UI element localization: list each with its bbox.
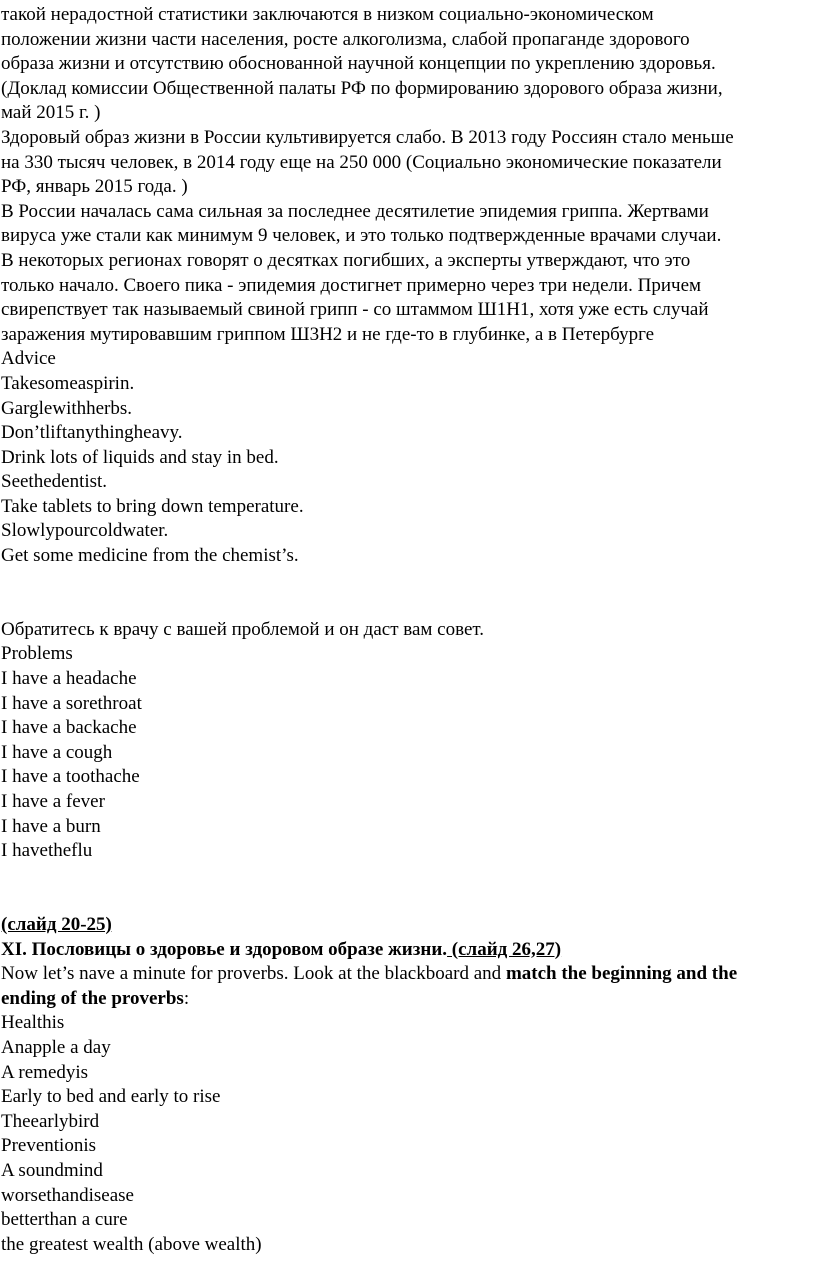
proverb-part: Early to bed and early to rise: [1, 1086, 221, 1108]
proverb-part: Theearlybird: [1, 1110, 100, 1132]
advice-item: Garglewithherbs.: [1, 397, 133, 419]
section-xi-title: XI. Пословицы о здоровье и здоровом образе жизни.: [1, 938, 448, 960]
slide-reference: (слайд 20-25): [1, 913, 112, 935]
text-line: свирепствует так называемый свиной грипп - со штаммом Ш1Н1, хотя уже есть случай: [1, 299, 709, 321]
blank-line: [1, 569, 815, 594]
problem-item: I have a headache: [1, 668, 137, 690]
text-line: Здоровый образ жизни в России культивируется слабо. В 2013 году Россиян стало меньше: [1, 126, 734, 148]
problem-item: I have a sorethroat: [1, 692, 142, 714]
problems-heading: Problems: [1, 643, 73, 665]
text-line: положении жизни части населения, росте алкоголизма, слабой пропаганде здорового: [1, 28, 690, 50]
text-line: РФ, январь 2015 года. ): [1, 176, 188, 198]
text-line: (Доклад комиссии Общественной палаты РФ по формированию здорового образа жизни,: [1, 77, 723, 99]
proverbs-list: [1, 1011, 815, 1257]
section-xi-heading: [1, 938, 815, 963]
text-line: только начало. Своего пика - эпидемия достигнет примерно через три недели. Причем: [1, 274, 702, 296]
instruction-plain: Now let’s nave a minute for proverbs. Look at the blackboard and: [1, 963, 506, 985]
proverb-part: the greatest wealth (above wealth): [1, 1233, 262, 1255]
advice-item: Takesomeaspirin.: [1, 372, 135, 394]
text-line: на 330 тысяч человек, в 2014 году еще на 250 000 (Социально экономические показатели: [1, 151, 722, 173]
text-line: В России началась сама сильная за последнее десятилетие эпидемия гриппа. Жертвами: [1, 200, 709, 222]
text-line: В некоторых регионах говорят о десятках погибших, а эксперты утверждают, что это: [1, 249, 691, 271]
proverb-part: worsethandisease: [1, 1184, 134, 1206]
instruction-colon: :: [183, 987, 190, 1009]
proverb-part: betterthan a cure: [1, 1209, 128, 1231]
problem-item: I have a backache: [1, 717, 137, 739]
proverb-part: A soundmind: [1, 1159, 103, 1181]
problem-item: I havetheflu: [1, 840, 93, 862]
advice-item: Slowlypourcoldwater.: [1, 520, 169, 542]
problem-item: I have a toothache: [1, 766, 140, 788]
text-line: вируса уже стали как минимум 9 человек, и это только подтвержденные врачами случаи.: [1, 225, 722, 247]
problem-item: I have a cough: [1, 741, 113, 763]
doctor-instruction: Обратитесь к врачу с вашей проблемой и он даст вам совет.: [1, 618, 485, 640]
advice-item: Don’tliftanythingheavy.: [1, 422, 183, 444]
section-xi-instruction-line-1: [1, 962, 815, 987]
proverb-part: Anapple a day: [1, 1036, 111, 1058]
section-xi-instruction-line-2: [1, 987, 815, 1012]
text-line: заражения мутировавшим гриппом Ш3Н2 и не где-то в глубинке, а в Петербурге: [1, 323, 655, 345]
advice-item: Take tablets to bring down temperature.: [1, 495, 304, 517]
intro-text: [1, 3, 815, 347]
problems-section: [1, 642, 815, 863]
proverb-part: Healthis: [1, 1012, 65, 1034]
blank-line: [1, 864, 815, 889]
advice-item: Get some medicine from the chemist’s.: [1, 545, 299, 567]
proverb-part: A remedyis: [1, 1061, 89, 1083]
instruction-bold: match the beginning and the: [505, 963, 738, 985]
blank-line: [1, 888, 815, 913]
advice-heading: Advice: [1, 348, 56, 370]
problem-item: I have a fever: [1, 791, 105, 812]
text-line: май 2015 г. ): [1, 102, 101, 124]
text-line: образа жизни и отсутствию обоснованной научной концепции по укреплению здоровья.: [1, 53, 716, 75]
blank-line: [1, 593, 815, 618]
proverb-part: Preventionis: [1, 1135, 96, 1157]
advice-item: Seethedentist.: [1, 471, 108, 493]
text-line: такой нерадостной статистики заключаются в низком социально-экономическом: [1, 4, 654, 25]
instruction-bold: ending of the proverbs: [1, 987, 184, 1009]
advice-section: [1, 347, 815, 568]
advice-item: Drink lots of liquids and stay in bed.: [1, 446, 279, 468]
problem-item: I have a burn: [1, 815, 101, 837]
section-xi-slide-reference: (слайд 26,27): [447, 938, 562, 960]
document-page: [0, 3, 815, 1257]
